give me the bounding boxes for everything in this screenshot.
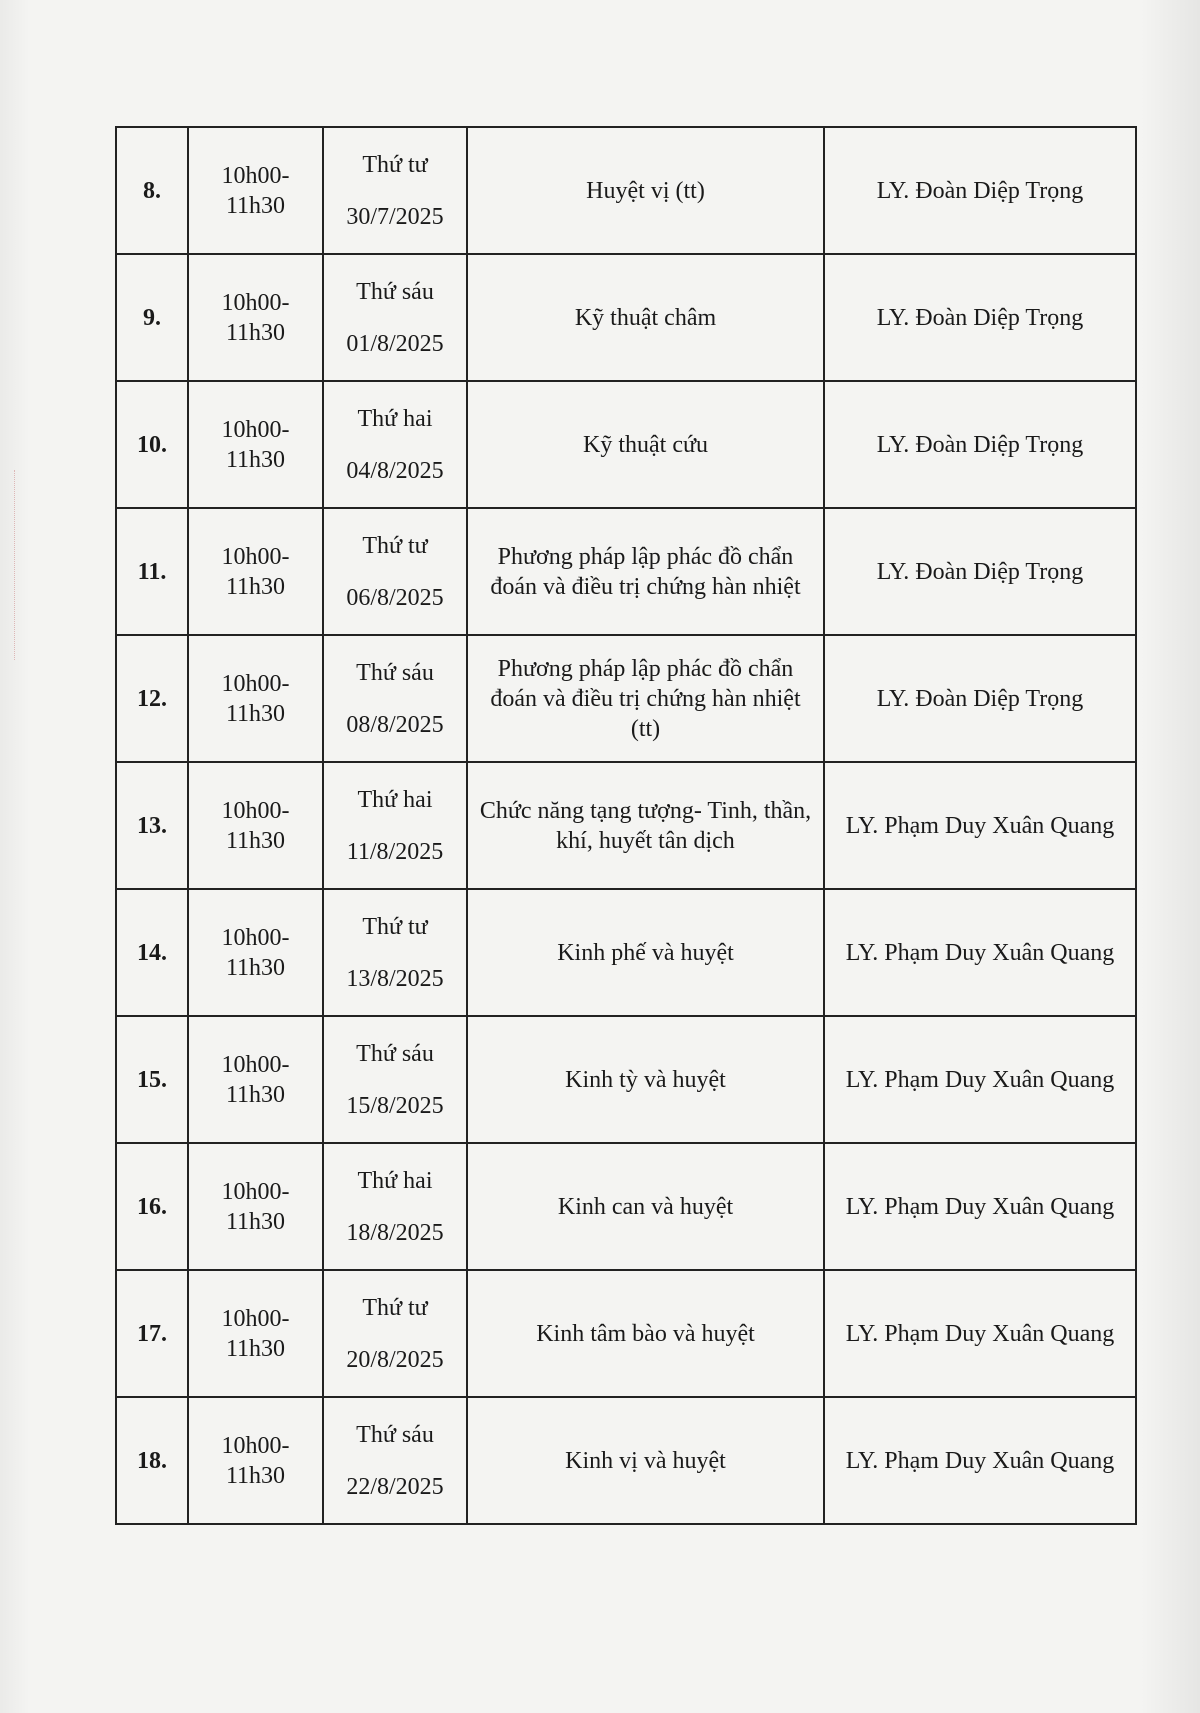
weekday: Thứ hai: [357, 1167, 433, 1194]
table-row: [116, 1143, 1136, 1270]
topic-cell: Kinh tỳ và huyệt: [467, 1016, 824, 1143]
date-cell: [323, 1143, 467, 1270]
date-cell: [323, 127, 467, 254]
time-end: 11h30: [225, 446, 286, 473]
time-cell: [188, 508, 323, 635]
time-end: 11h30: [225, 1208, 286, 1235]
teacher-cell: LY. Phạm Duy Xuân Quang: [824, 1016, 1136, 1143]
time-end: 11h30: [225, 700, 286, 727]
table-row: [116, 127, 1136, 254]
date-cell: [323, 889, 467, 1016]
time-cell: [188, 1270, 323, 1397]
date: 06/8/2025: [346, 584, 444, 611]
date: 04/8/2025: [346, 457, 444, 484]
time-start: 10h00-: [221, 543, 290, 570]
row-number: 8.: [116, 127, 188, 254]
time-end: 11h30: [225, 954, 286, 981]
time-start: 10h00-: [221, 1432, 290, 1459]
weekday: Thứ tư: [362, 532, 428, 559]
time-start: 10h00-: [221, 1051, 290, 1078]
row-number: 16.: [116, 1143, 188, 1270]
date: 15/8/2025: [346, 1092, 444, 1119]
teacher-cell: LY. Phạm Duy Xuân Quang: [824, 889, 1136, 1016]
table-row: [116, 508, 1136, 635]
time-end: 11h30: [225, 1335, 286, 1362]
time-cell: [188, 889, 323, 1016]
topic-cell: Kinh phế và huyệt: [467, 889, 824, 1016]
topic-cell: Kinh can và huyệt: [467, 1143, 824, 1270]
time-cell: [188, 254, 323, 381]
date: 30/7/2025: [346, 203, 444, 230]
weekday: Thứ sáu: [356, 278, 434, 305]
date-cell: [323, 381, 467, 508]
table-row: [116, 381, 1136, 508]
teacher-cell: LY. Phạm Duy Xuân Quang: [824, 1397, 1136, 1524]
date: 13/8/2025: [346, 965, 444, 992]
teacher-cell: LY. Đoàn Diệp Trọng: [824, 127, 1136, 254]
table-row: [116, 1397, 1136, 1524]
topic-cell: Kỹ thuật châm: [467, 254, 824, 381]
time-start: 10h00-: [221, 670, 290, 697]
table-row: [116, 889, 1136, 1016]
topic-cell: Kỹ thuật cứu: [467, 381, 824, 508]
time-end: 11h30: [225, 1081, 286, 1108]
weekday: Thứ hai: [357, 405, 433, 432]
date-cell: [323, 762, 467, 889]
date-cell: [323, 635, 467, 762]
time-start: 10h00-: [221, 162, 290, 189]
topic-cell: Huyệt vị (tt): [467, 127, 824, 254]
margin-stamp-mark: [0, 470, 15, 660]
teacher-cell: LY. Phạm Duy Xuân Quang: [824, 1143, 1136, 1270]
teacher-cell: LY. Đoàn Diệp Trọng: [824, 381, 1136, 508]
time-start: 10h00-: [221, 924, 290, 951]
table-row: [116, 762, 1136, 889]
weekday: Thứ tư: [362, 913, 428, 940]
date-cell: [323, 1397, 467, 1524]
date: 22/8/2025: [346, 1473, 444, 1500]
topic-cell: Phương pháp lập phác đồ chẩn đoán và điều trị chứng hàn nhiệt (tt): [467, 635, 824, 762]
teacher-cell: LY. Đoàn Diệp Trọng: [824, 635, 1136, 762]
row-number: 9.: [116, 254, 188, 381]
time-end: 11h30: [225, 1462, 286, 1489]
weekday: Thứ tư: [362, 1294, 428, 1321]
time-start: 10h00-: [221, 797, 290, 824]
time-cell: [188, 1016, 323, 1143]
date: 18/8/2025: [346, 1219, 444, 1246]
teacher-cell: LY. Đoàn Diệp Trọng: [824, 508, 1136, 635]
date-cell: [323, 508, 467, 635]
date: 11/8/2025: [346, 838, 444, 865]
date: 08/8/2025: [346, 711, 444, 738]
date: 01/8/2025: [346, 330, 444, 357]
date-cell: [323, 1270, 467, 1397]
row-number: 11.: [116, 508, 188, 635]
time-cell: [188, 635, 323, 762]
weekday: Thứ sáu: [356, 1421, 434, 1448]
table-row: [116, 1270, 1136, 1397]
weekday: Thứ sáu: [356, 1040, 434, 1067]
time-start: 10h00-: [221, 1178, 290, 1205]
time-end: 11h30: [225, 319, 286, 346]
time-end: 11h30: [225, 573, 286, 600]
teacher-cell: LY. Phạm Duy Xuân Quang: [824, 1270, 1136, 1397]
time-start: 10h00-: [221, 289, 290, 316]
row-number: 18.: [116, 1397, 188, 1524]
time-cell: [188, 762, 323, 889]
row-number: 12.: [116, 635, 188, 762]
weekday: Thứ tư: [362, 151, 428, 178]
date-cell: [323, 254, 467, 381]
topic-cell: Kinh tâm bào và huyệt: [467, 1270, 824, 1397]
teacher-cell: LY. Đoàn Diệp Trọng: [824, 254, 1136, 381]
row-number: 14.: [116, 889, 188, 1016]
row-number: 17.: [116, 1270, 188, 1397]
date-cell: [323, 1016, 467, 1143]
weekday: Thứ hai: [357, 786, 433, 813]
schedule-table-body: [116, 127, 1136, 1524]
topic-cell: Phương pháp lập phác đồ chẩn đoán và điều trị chứng hàn nhiệt: [467, 508, 824, 635]
time-end: 11h30: [225, 192, 286, 219]
row-number: 10.: [116, 381, 188, 508]
schedule-table: [115, 126, 1137, 1525]
teacher-cell: LY. Phạm Duy Xuân Quang: [824, 762, 1136, 889]
time-end: 11h30: [225, 827, 286, 854]
row-number: 15.: [116, 1016, 188, 1143]
topic-cell: Chức năng tạng tượng- Tinh, thần, khí, huyết tân dịch: [467, 762, 824, 889]
time-cell: [188, 1397, 323, 1524]
time-start: 10h00-: [221, 1305, 290, 1332]
time-cell: [188, 127, 323, 254]
weekday: Thứ sáu: [356, 659, 434, 686]
time-cell: [188, 1143, 323, 1270]
table-row: [116, 1016, 1136, 1143]
table-row: [116, 254, 1136, 381]
table-row: [116, 635, 1136, 762]
time-cell: [188, 381, 323, 508]
row-number: 13.: [116, 762, 188, 889]
time-start: 10h00-: [221, 416, 290, 443]
date: 20/8/2025: [346, 1346, 444, 1373]
topic-cell: Kinh vị và huyệt: [467, 1397, 824, 1524]
